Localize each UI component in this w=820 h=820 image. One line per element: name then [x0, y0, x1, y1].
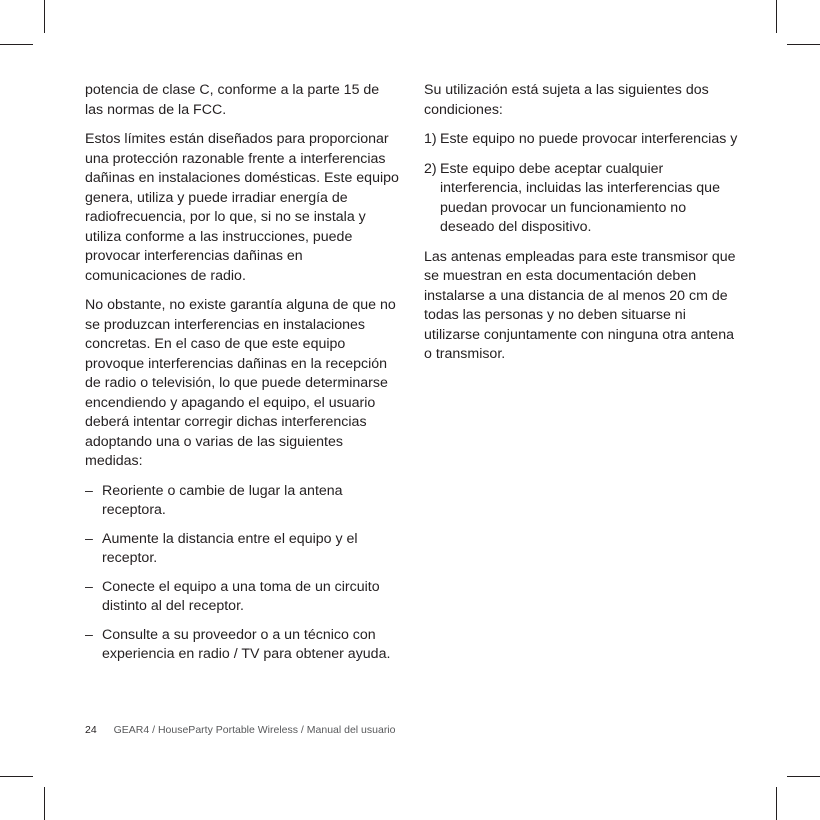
list-item: [424, 130, 739, 150]
condition-text: Este equipo debe aceptar cualquier interferencia, incluidas las interferencias que puedan provocar un funcionamiento no deseado del dispositivo.: [440, 160, 720, 235]
conditions-list: [424, 130, 739, 238]
dash-bullet: –: [85, 482, 93, 499]
fcc-class-paragraph: potencia de clase C, conforme a la parte 15 de las normas de la FCC.: [85, 82, 380, 118]
antenna-paragraph: Las antenas empleadas para este transmisor que se muestran en esta documentación deben instalarse a una distancia de al menos 20 cm de todas las personas y no deben situarse ni utilizarse conjuntamente con ninguna otra antena o transmisor.: [424, 248, 736, 362]
crop-mark-bottom-right-vertical: [776, 787, 777, 820]
list-item: [85, 578, 400, 617]
left-column: [85, 81, 400, 674]
list-item: [85, 626, 400, 665]
crop-mark-bottom-left-vertical: [44, 787, 45, 820]
crop-mark-top-left-vertical: [44, 0, 45, 33]
dash-bullet: –: [85, 578, 93, 595]
measure-text: Aumente la distancia entre el equipo y el receptor.: [102, 530, 358, 566]
measure-text: Reoriente o cambie de lugar la antena receptora.: [102, 482, 343, 518]
crop-mark-bottom-left-horizontal: [0, 776, 33, 777]
measure-text: Consulte a su proveedor o a un técnico con experiencia en radio / TV para obtener ayuda.: [102, 626, 391, 662]
footer-title: GEAR4 / HouseParty Portable Wireless / Manual del usuario: [113, 724, 396, 736]
crop-mark-bottom-right-horizontal: [787, 776, 820, 777]
list-item: [85, 530, 400, 569]
dash-bullet: –: [85, 530, 93, 547]
crop-mark-top-right-horizontal: [787, 44, 820, 45]
page-number: 24: [85, 724, 97, 736]
page-footer: [85, 724, 395, 736]
condition-text: Este equipo no puede provocar interferencias y: [440, 131, 738, 147]
list-item: [85, 482, 400, 521]
right-column: [424, 81, 739, 375]
condition-number: 2): [424, 160, 437, 177]
crop-mark-top-right-vertical: [776, 0, 777, 33]
dash-bullet: –: [85, 626, 93, 643]
list-item: [424, 160, 739, 238]
condition-number: 1): [424, 131, 437, 147]
conditions-intro-paragraph: Su utilización está sujeta a las siguientes dos condiciones:: [424, 82, 709, 118]
limits-paragraph: Estos límites están diseñados para proporcionar una protección razonable frente a interferencias dañinas en instalaciones domésticas. Este equipo genera, utiliza y puede irradiar energía de radiofrecuencia, por lo que, si no se instala y utiliza conforme a las instrucciones, puede provocar interferencias dañinas en comunicaciones de radio.: [85, 131, 399, 284]
measure-text: Conecte el equipo a una toma de un circuito distinto al del receptor.: [102, 578, 380, 614]
no-guarantee-paragraph: No obstante, no existe garantía alguna de que no se produzcan interferencias en instalaciones concretas. En el caso de que este equipo provoque interferencias dañinas en la recepción de radio o televisión, lo que puede determinarse encendiendo y apagando el equipo, el usuario deberá intentar corregir dichas interferencias adoptando una o varias de las siguientes medidas:: [85, 297, 396, 469]
crop-mark-top-left-horizontal: [0, 44, 33, 45]
measures-list: [85, 482, 400, 665]
